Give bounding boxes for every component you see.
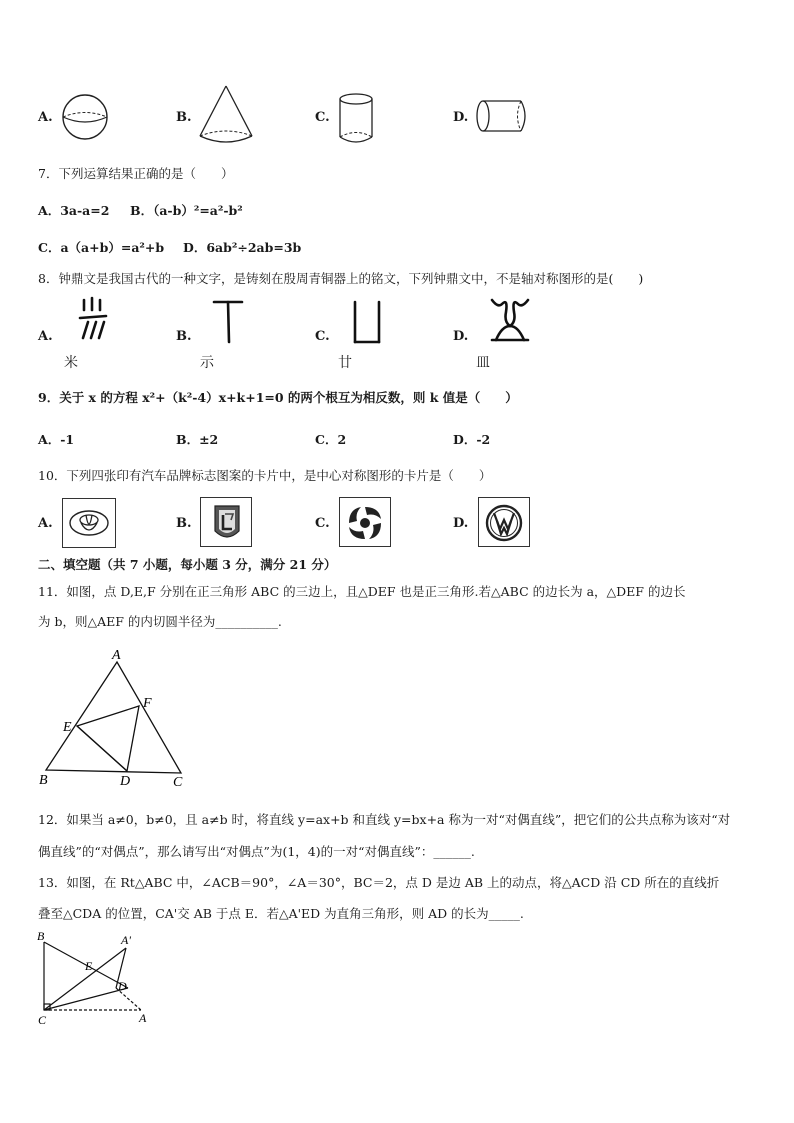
bronze-script-nian-icon bbox=[350, 298, 384, 348]
q13-line2: 叠至△CDA 的位置，CA'交 AB 于点 E．若△A'ED 为直角三角形，则 AD 的长为_____. bbox=[38, 906, 524, 921]
q10-option-d-label: D. bbox=[453, 516, 469, 531]
q7-choice-a: A．3a-a=2 bbox=[38, 203, 110, 218]
sphere-icon bbox=[60, 94, 112, 142]
q6-option-b-label: B. bbox=[176, 110, 192, 125]
q9-choice-c: C．2 bbox=[315, 432, 347, 447]
q10-card-d bbox=[478, 497, 530, 547]
q7-stem: 7．下列运算结果正确的是（ ） bbox=[38, 166, 234, 181]
section-heading-fill-in: 二、填空题（共 7 小题，每小题 3 分，满分 21 分） bbox=[38, 557, 337, 572]
q11-label-c: C bbox=[173, 775, 183, 790]
q12-line1: 12．如果当 a≠0，b≠0，且 a≠b 时，将直线 y=ax+b 和直线 y=bx+a 称为一对“对偶直线”，把它们的公共点称为该对“对 bbox=[38, 812, 731, 827]
q11-label-a: A bbox=[112, 648, 121, 663]
q11-label-d: D bbox=[120, 774, 131, 789]
q9-choice-d: D．-2 bbox=[453, 432, 491, 447]
q13-label-e: E bbox=[85, 959, 93, 973]
q8-caption-d: 皿 bbox=[476, 355, 490, 371]
q6-option-d-label: D. bbox=[453, 110, 469, 125]
q8-stem: 8．钟鼎文是我国古代的一种文字，是铸刻在殷周青铜器上的铭文，下列钟鼎文中，不是轴对称图形的是( ) bbox=[38, 271, 644, 286]
bronze-script-shi-icon bbox=[212, 298, 246, 346]
volkswagen-logo-icon bbox=[485, 504, 523, 542]
q7-choice-c: C．a（a+b）=a²+b bbox=[38, 240, 165, 255]
q11-triangle-figure bbox=[36, 644, 196, 789]
bronze-script-mi-icon bbox=[78, 296, 110, 342]
q8-option-a-label: A. bbox=[38, 329, 53, 344]
q8-option-b-label: B. bbox=[176, 329, 192, 344]
q9-choice-b: B．±2 bbox=[176, 432, 219, 447]
q9-stem: 9．关于 x 的方程 x²+（k²-4）x+k+1=0 的两个根互为相反数，则 k 值是（ ） bbox=[38, 390, 518, 405]
q10-card-c bbox=[339, 497, 391, 547]
q9-choice-a: A．-1 bbox=[38, 432, 75, 447]
q8-caption-a: 米 bbox=[64, 355, 78, 371]
q11-label-b: B bbox=[39, 773, 48, 788]
q10-card-a bbox=[62, 498, 116, 548]
q10-stem: 10．下列四张印有汽车品牌标志图案的卡片中，是中心对称图形的卡片是（ ） bbox=[38, 468, 492, 483]
swirl-logo-icon bbox=[345, 503, 385, 543]
q12-line2: 偶直线”的“对偶点”，那么请写出“对偶点”为(1，4)的一对“对偶直线”：______. bbox=[38, 844, 475, 859]
q10-option-a-label: A. bbox=[38, 516, 53, 531]
horizontal-cylinder-icon bbox=[474, 98, 532, 136]
q13-label-b: B bbox=[37, 929, 45, 943]
q10-option-b-label: B. bbox=[176, 516, 192, 531]
q10-option-c-label: C. bbox=[315, 516, 330, 531]
brand-shield-logo-icon bbox=[211, 503, 243, 543]
q13-fold-figure bbox=[36, 928, 156, 1030]
q11-label-e: E bbox=[63, 720, 72, 735]
q11-line1: 11．如图，点 D,E,F 分别在正三角形 ABC 的三边上，且△DEF 也是正三角形.若△ABC 的边长为 a，△DEF 的边长 bbox=[38, 584, 686, 599]
q13-label-d: D bbox=[118, 979, 127, 993]
q11-line2: 为 b，则△AEF 的内切圆半径为__________. bbox=[38, 614, 282, 629]
q13-line1: 13．如图，在 Rt△ABC 中，∠ACB＝90°，∠A＝30°，BC＝2，点 D 是边 AB 上的动点，将△ACD 沿 CD 所在的直线折 bbox=[38, 875, 720, 890]
q7-choice-d: D．6ab²÷2ab=3b bbox=[183, 240, 302, 255]
q13-label-c: C bbox=[38, 1013, 47, 1027]
q8-caption-c: 廿 bbox=[338, 355, 352, 371]
bronze-script-min-icon bbox=[488, 296, 532, 346]
q7-choice-b: B．（a-b）²=a²-b² bbox=[130, 203, 243, 218]
toyota-logo-icon bbox=[67, 507, 111, 539]
q11-label-f: F bbox=[143, 696, 152, 711]
q6-option-a-label: A. bbox=[38, 110, 53, 125]
q6-option-c-label: C. bbox=[315, 110, 330, 125]
cone-icon bbox=[197, 84, 255, 148]
upright-cylinder-icon bbox=[336, 92, 376, 146]
q13-label-a-prime: A' bbox=[121, 933, 131, 947]
q8-caption-b: 示 bbox=[200, 355, 214, 371]
q8-option-d-label: D. bbox=[453, 329, 469, 344]
q13-label-a: A bbox=[139, 1011, 147, 1025]
q10-card-b bbox=[200, 497, 252, 547]
q8-option-c-label: C. bbox=[315, 329, 330, 344]
